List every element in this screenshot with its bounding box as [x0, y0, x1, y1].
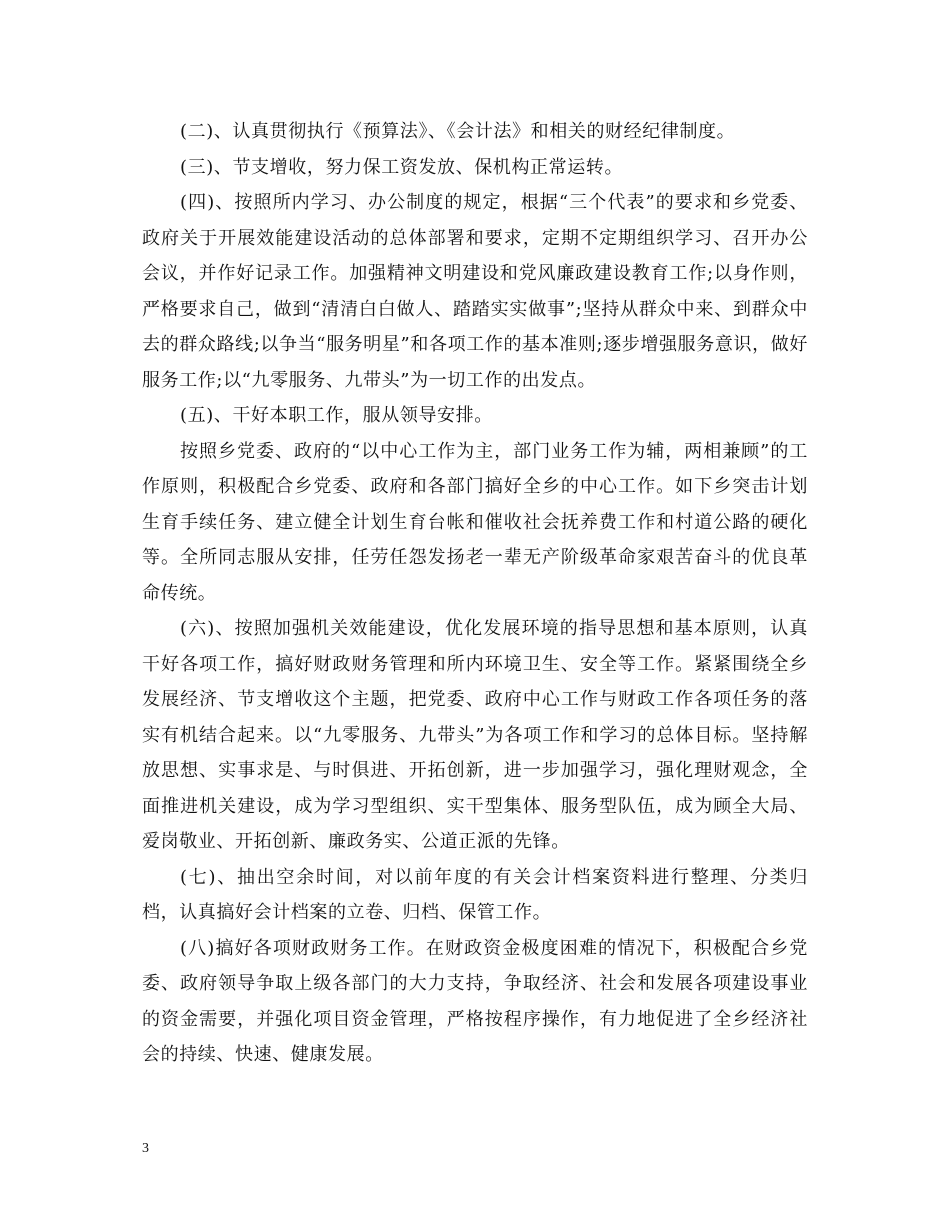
paragraph-5: (五)、干好本职工作，服从领导安排。 — [180, 405, 493, 426]
paragraph-2: (二)、认真贯彻执行《预算法》、《会计法》和相关的财经纪律制度。 — [180, 121, 736, 142]
paragraph-4: (四)、按照所内学习、办公制度的规定，根据“三个代表”的要求和乡党委、政府关于开展效能建设活动的总体部署和要求，定期不定期组织学习、召开办公会议，并作好记录工作。加强精神文明建设和党风廉政建设教育工作;以身作则，严格要求自己，做到“清清白白做人、踏踏实实做事”;坚持从群众中来、到群众中去的群众路线;以争当“服务明星”和各项工作的基本准则;逐步增强服务意识，做好服务工作;以“九零服务、九带头”为一切工作的出发点。 — [142, 192, 808, 391]
paragraph-7: (七)、抽出空余时间，对以前年度的有关会计档案资料进行整理、分类归档，认真搞好会计档案的立卷、归档、保管工作。 — [142, 866, 808, 923]
document-body — [142, 114, 808, 1073]
paragraph-8: (八)搞好各项财政财务工作。在财政资金极度困难的情况下，积极配合乡党委、政府领导争取上级各部门的大力支持，争取经济、社会和发展各项建设事业的资金需要，并强化项目资金管理，严格按程序操作，有力地促进了全乡经济社会的持续、快速、健康发展。 — [142, 937, 808, 1065]
page-number: 3 — [142, 1141, 149, 1156]
paragraph-6: (六)、按照加强机关效能建设，优化发展环境的指导思想和基本原则，认真干好各项工作，搞好财政财务管理和所内环境卫生、安全等工作。紧紧围绕全乡发展经济、节支增收这个主题，把党委、政府中心工作与财政工作各项任务的落实有机结合起来。以“九零服务、九带头”为各项工作和学习的总体目标。坚持解放思想、实事求是、与时俱进、开拓创新，进一步加强学习，强化理财观念，全面推进机关建设，成为学习型组织、实干型集体、服务型队伍，成为顾全大局、爱岗敬业、开拓创新、廉政务实、公道正派的先锋。 — [142, 618, 808, 852]
paragraph-5-detail: 按照乡党委、政府的“以中心工作为主，部门业务工作为辅，两相兼顾”的工作原则，积极配合乡党委、政府和各部门搞好全乡的中心工作。如下乡突击计划生育手续任务、建立健全计划生育台帐和催收社会抚养费工作和村道公路的硬化等。全所同志服从安排，任劳任怨发扬老一辈无产阶级革命家艰苦奋斗的优良革命传统。 — [142, 440, 808, 604]
paragraph-3: (三)、节支增收，努力保工资发放、保机构正常运转。 — [180, 156, 624, 178]
